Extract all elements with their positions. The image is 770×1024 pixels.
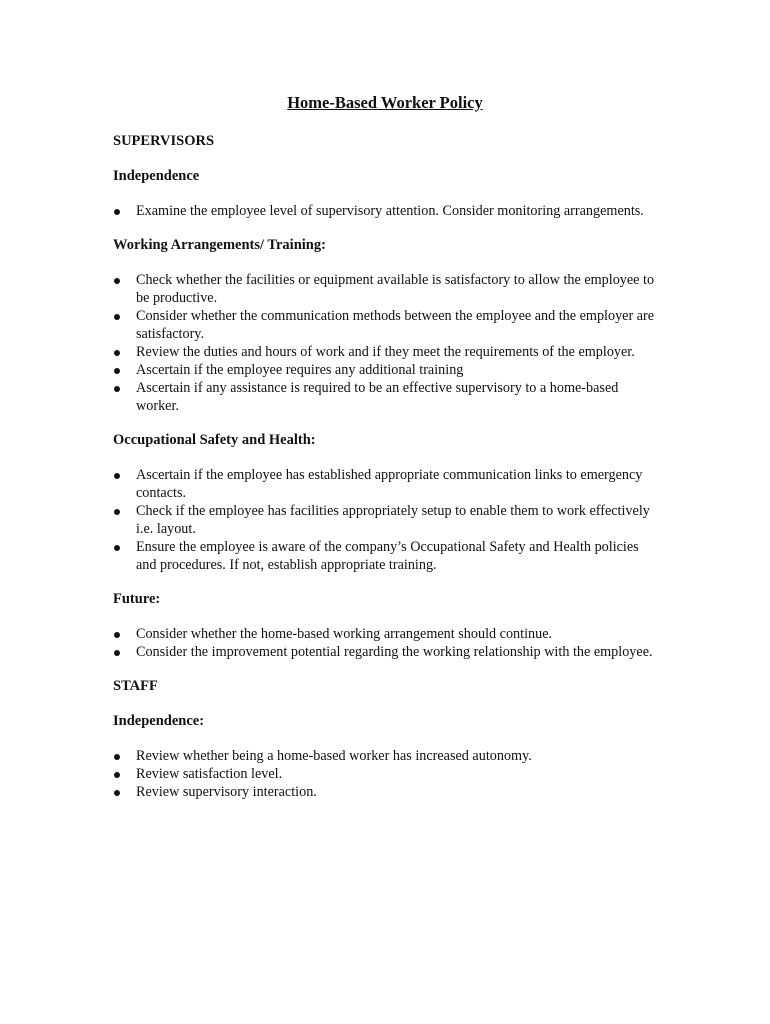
bullet-icon [114, 278, 120, 284]
section-heading-future: Future: [113, 591, 161, 607]
list-item-text: Review the duties and hours of work and if they meet the requirements of the employer. [136, 344, 635, 360]
section-heading-supervisors: SUPERVISORS [113, 133, 215, 149]
bullet-list-staff-independence [113, 747, 658, 801]
list-item [113, 307, 658, 343]
list-item [113, 747, 658, 765]
list-item-text: Review satisfaction level. [136, 766, 283, 782]
list-item [113, 466, 658, 502]
bullet-list-working-arrangements [113, 271, 658, 415]
list-item-text: Review supervisory interaction. [136, 784, 317, 800]
bullet-icon [114, 509, 120, 515]
list-item [113, 538, 658, 574]
list-item [113, 502, 658, 538]
list-item [113, 643, 658, 661]
bullet-icon [114, 772, 120, 778]
section-heading-staff-independence: Independence: [113, 713, 205, 729]
list-item-text: Check if the employee has facilities appropriately setup to enable them to work effectively i.e. layout. [136, 503, 650, 537]
list-item-text: Check whether the facilities or equipment available is satisfactory to allow the employee to be productive. [136, 272, 655, 306]
list-item-text: Ascertain if the employee has established appropriate communication links to emergency contacts. [136, 467, 643, 501]
list-item-text: Consider whether the home-based working arrangement should continue. [136, 626, 553, 642]
bullet-icon [114, 209, 120, 215]
section-heading-independence: Independence [113, 168, 200, 184]
list-item-text: Consider the improvement potential regarding the working relationship with the employee. [136, 644, 653, 660]
bullet-icon [114, 754, 120, 760]
list-item [113, 379, 658, 415]
bullet-list-independence [113, 202, 658, 220]
section-heading-occupational-safety: Occupational Safety and Health: [113, 432, 316, 448]
bullet-icon [114, 368, 120, 374]
list-item-text: Review whether being a home-based worker has increased autonomy. [136, 748, 532, 764]
bullet-list-future [113, 625, 658, 661]
list-item-text: Examine the employee level of supervisory attention. Consider monitoring arrangements. [136, 203, 644, 219]
document-body [113, 132, 658, 817]
bullet-icon [114, 350, 120, 356]
bullet-icon [114, 314, 120, 320]
list-item [113, 271, 658, 307]
list-item [113, 625, 658, 643]
bullet-icon [114, 545, 120, 551]
list-item [113, 343, 658, 361]
list-item-text: Ascertain if any assistance is required to be an effective supervisory to a home-based worker. [136, 380, 619, 414]
bullet-icon [114, 790, 120, 796]
bullet-icon [114, 650, 120, 656]
list-item-text: Consider whether the communication methods between the employee and the employer are satisfactory. [136, 308, 655, 342]
bullet-list-occupational-safety [113, 466, 658, 574]
section-heading-staff: STAFF [113, 678, 158, 694]
document-title: Home-Based Worker Policy [287, 93, 483, 112]
section-heading-working-arrangements: Working Arrangements/ Training: [113, 237, 326, 253]
bullet-icon [114, 632, 120, 638]
list-item [113, 361, 658, 379]
list-item [113, 783, 658, 801]
list-item-text: Ensure the employee is aware of the company’s Occupational Safety and Health policies and procedures. If not, establish appropriate training. [136, 539, 639, 573]
list-item [113, 765, 658, 783]
bullet-icon [114, 386, 120, 392]
bullet-icon [114, 473, 120, 479]
list-item [113, 202, 658, 220]
list-item-text: Ascertain if the employee requires any additional training [136, 362, 464, 378]
